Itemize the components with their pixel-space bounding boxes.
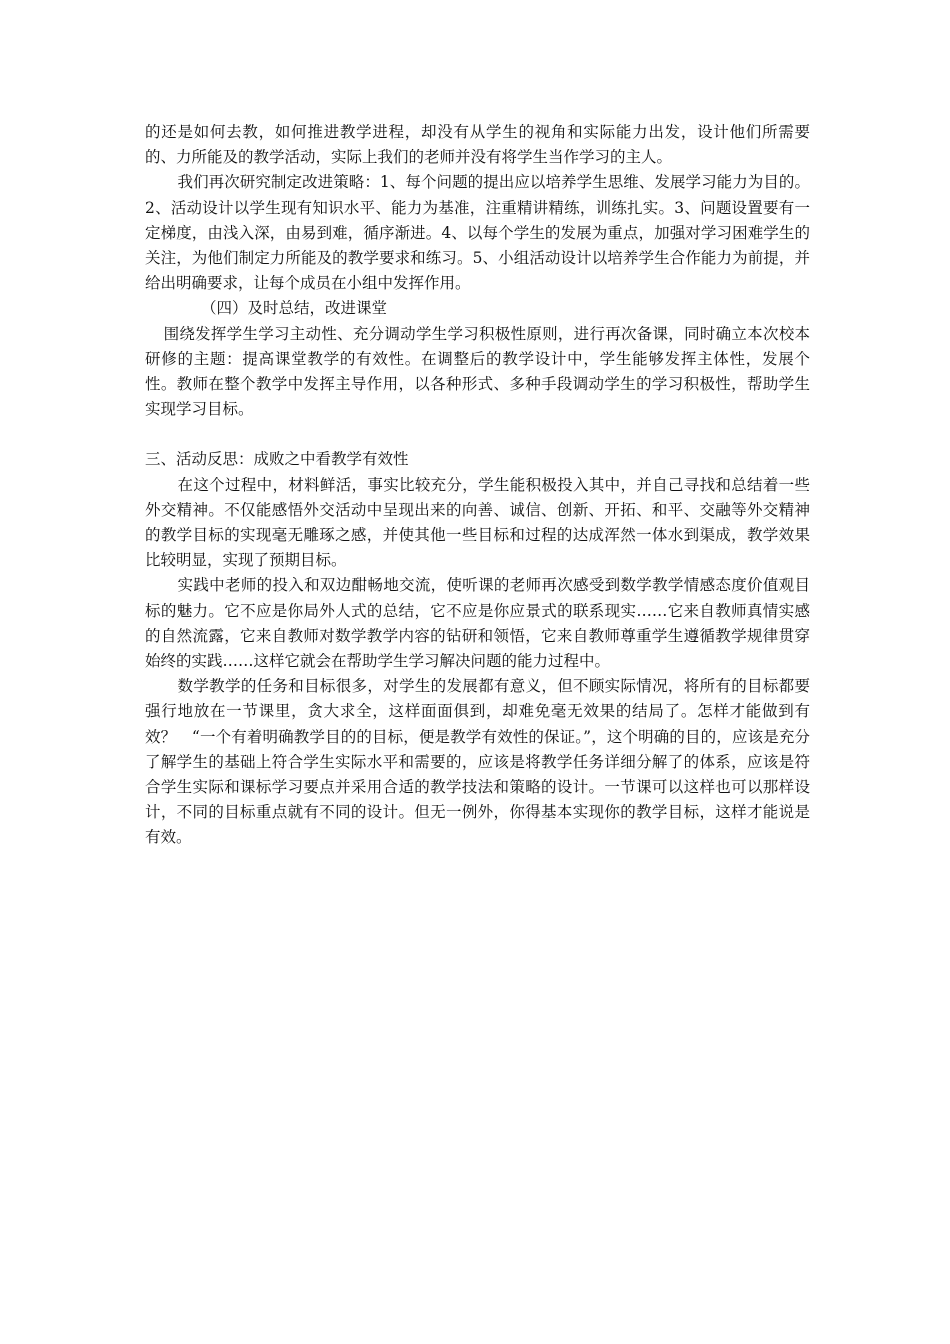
paragraph-reflection-3: 数学教学的任务和目标很多，对学生的发展都有意义，但不顾实际情况，将所有的目标都要强行地放在一节课里，贪大求全，这样面面俱到，却难免毫无效果的结局了。怎样才能做到有效？ “一个有着明确教学目的的目标，便是教学有效性的保证。”，这个明确的目的，应该是充分了解学生的基础上符合学生实际水平和需要的，应该是将教学任务详细分解了的体系，应该是符合学生实际和课标学习要点并采用合适的教学技法和策略的设计。一节课可以这样也可以那样设计，不同的目标重点就有不同的设计。但无一例外，你得基本实现你的教学目标，这样才能说是有效。 — [145, 677, 810, 847]
paragraph-reflection-1: 在这个过程中，材料鲜活，事实比较充分，学生能积极投入其中，并自己寻找和总结着一些外交精神。不仅能感悟外交活动中呈现出来的向善、诚信、创新、开拓、和平、交融等外交精神的教学目标的实现毫无雕琢之感，并使其他一些目标和过程的达成浑然一体水到渠成，教学效果比较明显，实现了预期目标。 — [145, 475, 810, 570]
document-page — [145, 120, 810, 851]
paragraph-reflection-2: 实践中老师的投入和双边酣畅地交流，使听课的老师再次感受到数学教学情感态度价值观目标的魅力。它不应是你局外人式的总结，它不应是你应景式的联系现实……它来自教师真情实感的自然流露，它来自教师对数学教学内容的钻研和领悟，它来自教师尊重学生遵循教学规律贯穿始终的实践……这样它就会在帮助学生学习解决问题的能力过程中。 — [145, 576, 810, 671]
paragraph-summary: 围绕发挥学生学习主动性、充分调动学生学习积极性原则，进行再次备课，同时确立本次校本研修的主题：提高课堂教学的有效性。在调整后的教学设计中，学生能够发挥主体性，发展个性。教师在整个教学中发挥主导作用，以各种形式、多种手段调动学生的学习积极性，帮助学生实现学习目标。 — [145, 324, 810, 419]
spacer — [145, 422, 810, 447]
paragraph-strategies: 我们再次研究制定改进策略：1、每个问题的提出应以培养学生思维、发展学习能力为目的。2、活动设计以学生现有知识水平、能力为基准，注重精讲精练，训练扎实。3、问题设置要有一定梯度，由浅入深，由易到难，循序渐进。4、以每个学生的发展为重点，加强对学习困难学生的关注，为他们制定力所能及的教学要求和练习。5、小组活动设计以培养学生合作能力为前提，并给出明确要求，让每个成员在小组中发挥作用。 — [145, 173, 810, 293]
section-heading-4: （四）及时总结，改进课堂 — [201, 299, 388, 318]
paragraph-continued: 的还是如何去教，如何推进教学进程，却没有从学生的视角和实际能力出发，设计他们所需要的、力所能及的教学活动，实际上我们的老师并没有将学生当作学习的主人。 — [145, 123, 810, 167]
section-heading-3: 三、活动反思：成败之中看教学有效性 — [145, 450, 409, 469]
